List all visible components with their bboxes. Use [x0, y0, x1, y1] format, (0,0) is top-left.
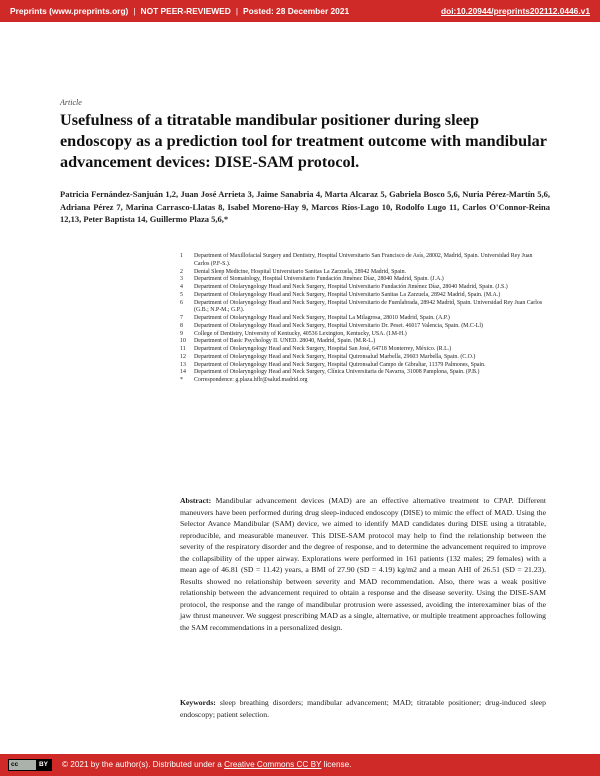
license-link[interactable]: Creative Commons CC BY	[224, 760, 322, 769]
affiliations-list	[180, 253, 546, 385]
affiliation-text: Department of Otolaryngology Head and Neck Surgery, Hospital Quironsalud Campo de Gibraltar, 11379 Palmones, Spain.	[194, 361, 486, 368]
affiliation-text: Department of Basic Psychology II. UNED. 28040, Madrid, Spain. (M.R-L.)	[194, 338, 376, 345]
affiliation-text: Department of Otolaryngology Head and Neck Surgery, Clínica Universitaria de Navarra, 31008 Pamplona, Spain. (P.B.)	[194, 369, 480, 376]
keywords-label: Keywords:	[180, 698, 216, 707]
affiliation-number: 7	[180, 315, 183, 321]
affiliation-number: *	[180, 377, 183, 383]
affiliation-item	[180, 338, 546, 346]
keywords	[180, 697, 546, 720]
affiliation-number: 6	[180, 299, 183, 306]
affiliation-text: Department of Otolaryngology Head and Neck Surgery, Hospital Universitario Dr. Peset. 46017 Valencia, Spain. (M.C-Ll)	[194, 322, 483, 329]
abstract-label: Abstract:	[180, 496, 212, 505]
affiliation-item	[180, 346, 546, 354]
affiliation-item	[180, 300, 546, 316]
abstract-text: Mandibular advancement devices (MAD) are an effective alternative treatment to CPAP. Different maneuvers have been performed during drug sleep-induced endoscopy (DISE) to mimic the effect of MAD. Using the Selector Avance Mandibular (SAM) device, we aimed to identify MAD candidates during DISE using a titratable, reproducible, and measurable maneuver. This DISE-SAM protocol may help to find the relationship between the severity of the respiratory disorder and the degree of response, and to determine the advancement required to improve the collapsibility of the upper airway. Explorations were performed in 161 patients (132 males; 29 females) with a mean age of 46.81 (SD = 11.42) years, a BMI of 27.90 (SD = 4.19) kg/m2 and a mean AHI of 26.51 (SD = 21.23). Results showed no relationship between severity and MAD recommendation. Also, there was a weak positive relationship between the advancement required to obtain a response and the disease severity. Using the DISE-SAM protocol, the response and the range of mandibular protrusion were assessed, avoiding the interexaminer bias of the jaw thrust maneuver. We suggest prescribing MAD as a single, alternative, or multiple treatment approaches following the SAM recommendations in a personalized design.	[180, 496, 547, 632]
affiliation-number: 9	[180, 330, 183, 337]
affiliation-number: 10	[180, 338, 186, 345]
affiliation-text: Department of Otolaryngology Head and Neck Surgery, Hospital Quironsalud Marbella, 29603 Marbella, Spain. (C.O.)	[194, 353, 476, 360]
affiliation-item	[180, 276, 546, 284]
site-name[interactable]: Preprints (www.preprints.org)	[10, 6, 129, 16]
affiliation-item	[180, 315, 546, 323]
affiliation-item	[180, 284, 546, 292]
article-type: Article	[60, 98, 82, 107]
affiliation-number: 11	[180, 346, 186, 352]
affiliation-text: Department of Maxillofacial Surgery and Dentistry, Hospital Universitario San Francisco de Asís, 28002, Madrid, Spain. Universidad Rey Juan Carlos (P.F-S.).	[194, 253, 533, 267]
affiliation-text: College of Dentistry, University of Kentucky, 40536 Lexington, Kentucky, USA. (I.M-H.)	[194, 330, 407, 337]
affiliation-text: Department of Otolaryngology Head and Neck Surgery, Hospital La Milagrosa, 28010 Madrid, Spain. (A.P.)	[194, 315, 450, 321]
affiliation-text: Dental Sleep Medicine, Hospital Universitario Sanitas La Zarzuela, 28942 Madrid, Spain.	[194, 268, 407, 275]
affiliation-number: 14	[180, 369, 186, 376]
affiliation-number: 12	[180, 353, 186, 360]
affiliation-item	[180, 292, 546, 300]
affiliation-item	[180, 369, 546, 377]
affiliation-text: Department of Otolaryngology Head and Neck Surgery, Hospital San José, 64718 Monterrey, México. (R.L.)	[194, 346, 452, 352]
header-left: Preprints (www.preprints.org) | NOT PEER-REVIEWED | Posted: 28 December 2021	[10, 6, 350, 16]
affiliation-item	[180, 253, 546, 269]
license-suffix: license.	[323, 760, 352, 769]
paper-title: Usefulness of a titratable mandibular positioner during sleep endoscopy as a prediction tool for treatment outcome with mandibular advancement devices: DISE-SAM protocol.	[60, 111, 547, 171]
preprint-header-bar	[0, 0, 600, 22]
cc-badge-text: cc	[11, 761, 19, 768]
affiliation-number: 4	[180, 284, 183, 290]
abstract	[180, 495, 546, 633]
affiliation-number: 5	[180, 291, 183, 298]
affiliation-text: Department of Otolaryngology Head and Neck Surgery, Hospital Universitario Sanitas La Zarzuela, 28942 Madrid, Spain. (M.A.)	[194, 291, 501, 298]
cc-by-license-icon[interactable]	[8, 759, 52, 771]
affiliation-text: Department of Stomatology, Hospital Universitario Fundación Jiménez Díaz, 28040 Madrid, Spain. (J.A.)	[194, 276, 444, 283]
affiliation-number: 1	[180, 253, 183, 259]
keywords-text: sleep breathing disorders; mandibular advancement; MAD; titratable positioner; drug-induced sleep endoscopy; patient selection.	[180, 698, 547, 719]
affiliation-text: Department of Otolaryngology Head and Neck Surgery, Hospital Universitario de Fuenlabrada, 28942 Madrid, Spain. Universidad Rey Juan Carlos (G.B.; N.P-M.; G.P.).	[194, 299, 543, 314]
doi-link[interactable]: doi:10.20944/preprints202112.0446.v1	[441, 6, 590, 16]
affiliation-text: Correspondence: g.plaza.hflr@salud.madrid.org	[194, 377, 308, 383]
posted-date: Posted: 28 December 2021	[243, 6, 350, 16]
license-footer-bar	[0, 754, 600, 776]
affiliation-item	[180, 354, 546, 362]
affiliation-number: 13	[180, 361, 186, 368]
affiliation-number: 8	[180, 322, 183, 329]
copyright-text: © 2021 by the author(s). Distributed under a	[62, 760, 222, 769]
license-statement	[62, 760, 351, 769]
affiliation-item	[180, 323, 546, 331]
review-status: NOT PEER-REVIEWED	[140, 6, 231, 16]
affiliation-text: Department of Otolaryngology Head and Neck Surgery, Hospital Universitario Fundación Jiménez Díaz, 28040 Madrid, Spain. (J.S.)	[194, 284, 508, 290]
affiliation-item	[180, 377, 546, 385]
affiliation-number: 3	[180, 276, 183, 283]
affiliation-number: 2	[180, 268, 183, 275]
by-badge-text: BY	[36, 760, 51, 770]
author-list: Patricia Fernández-Sanjuán 1,2, Juan José Arrieta 3, Jaime Sanabria 4, Marta Alcaraz 5, Gabriela Bosco 5,6, Nuria Pérez-Martín 5,6, Adriana Pérez 7, Marina Carrasco-Llatas 8, Isabel Moreno-Hay 9, Marcos Ríos-Lago 10, Rodolfo Lugo 11, Carlos O'Connor-Reina 12,13, Peter Baptista 14, Guillermo Plaza 5,6,*	[60, 189, 550, 224]
